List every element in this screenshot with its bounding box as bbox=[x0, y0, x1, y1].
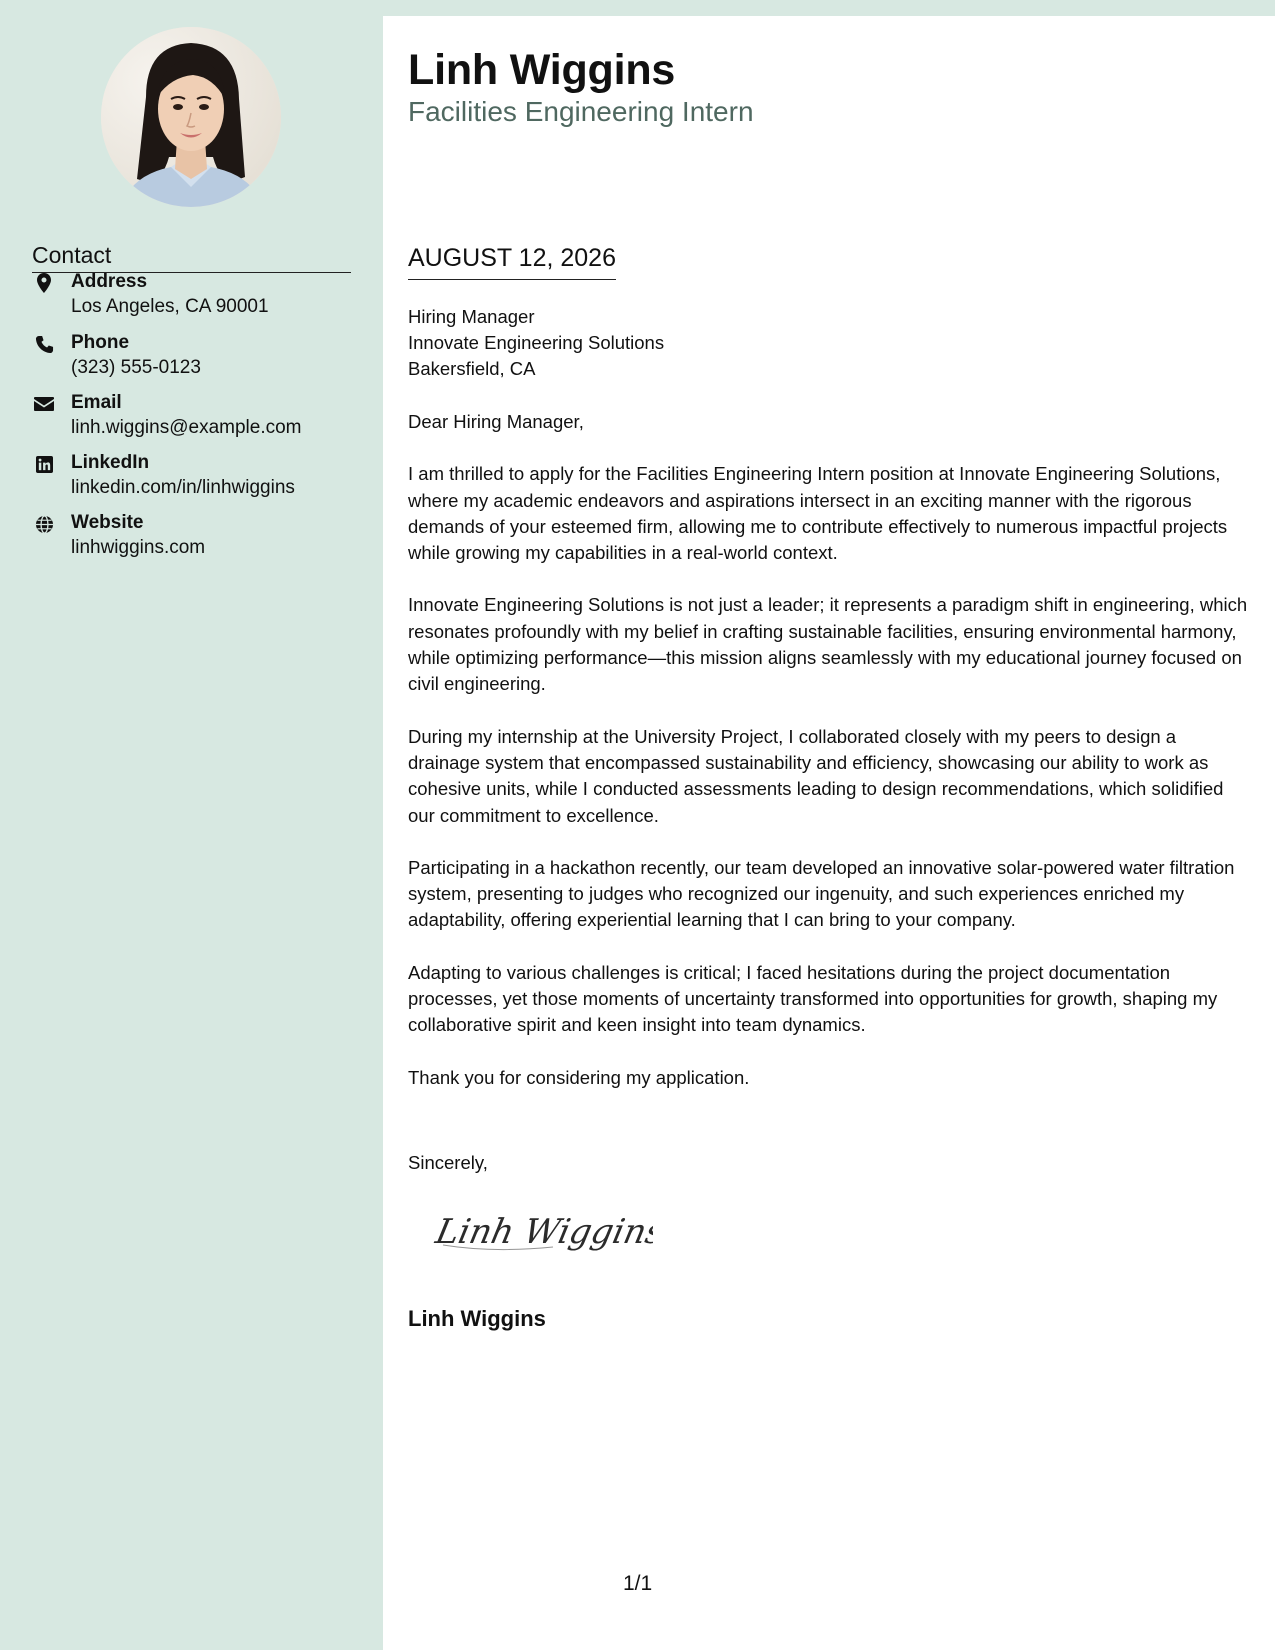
contact-section-title: Contact bbox=[32, 240, 351, 273]
contact-label: LinkedIn bbox=[71, 452, 150, 473]
recipient-block bbox=[408, 304, 664, 382]
handwritten-signature bbox=[433, 1201, 653, 1261]
letter-date: AUGUST 12, 2026 bbox=[408, 242, 616, 280]
phone-icon bbox=[32, 333, 56, 355]
body-paragraph: Thank you for considering my application. bbox=[408, 1066, 750, 1088]
website-value: linhwiggins.com bbox=[71, 537, 206, 558]
address-value: Los Angeles, CA 90001 bbox=[71, 296, 269, 317]
contact-label: Address bbox=[71, 271, 148, 292]
body-paragraph: Adapting to various challenges is critical; I faced hesitations during the project documentation processes, yet those moments of uncertainty transformed into opportunities for growth, shaping my collaborative spirit and keen insight into team dynamics. bbox=[408, 961, 1218, 1036]
body-paragraph: Innovate Engineering Solutions is not just a leader; it represents a paradigm shift in engineering, which resonates profoundly with my belief in crafting sustainable facilities, ensuring environmental harmony, while optimizing performance—this mission aligns seamlessly with my educational journey focused on civil engineering. bbox=[408, 594, 1248, 695]
globe-icon bbox=[32, 513, 56, 535]
linkedin-icon bbox=[32, 453, 56, 475]
sidebar bbox=[0, 0, 383, 1650]
svg-text:Linh Wiggins: Linh Wiggins bbox=[433, 1212, 653, 1252]
body-paragraph: I am thrilled to apply for the Facilities Engineering Intern position at Innovate Engineering Solutions, where my academic endeavors and aspirations intersect in an exciting manner with the rigorous demands of your esteemed firm, allowing me to contribute effectively to numerous impactful projects while growing my capabilities in a real-world context. bbox=[408, 463, 1228, 564]
recipient-line: Innovate Engineering Solutions bbox=[408, 332, 665, 353]
envelope-icon bbox=[32, 393, 56, 415]
map-pin-icon bbox=[32, 272, 56, 294]
signed-name: Linh Wiggins bbox=[408, 1306, 546, 1331]
salutation: Dear Hiring Manager, bbox=[408, 411, 584, 432]
avatar bbox=[101, 27, 281, 207]
contact-label: Email bbox=[71, 392, 122, 413]
page-number: 1/1 bbox=[623, 1572, 653, 1595]
body-paragraph: During my internship at the University Project, I collaborated closely with my peers to design a drainage system that encompassed sustainability and efficiency, showcasing our ability to work as cohesive units, while I conducted assessments leading to design recommendations, which solidified our commitment to excellence. bbox=[408, 725, 1224, 826]
contact-label: Phone bbox=[71, 332, 130, 353]
letter-body bbox=[408, 409, 1248, 1117]
contact-label: Website bbox=[71, 512, 144, 533]
recipient-line: Bakersfield, CA bbox=[408, 358, 536, 379]
applicant-role: Facilities Engineering Intern bbox=[408, 96, 754, 127]
body-paragraph: Participating in a hackathon recently, our team developed an innovative solar-powered water filtration system, presenting to judges who recognized our ingenuity, and such experiences enriched my adaptability, offering experiential learning that I can bring to your company. bbox=[408, 856, 1235, 931]
profile-photo bbox=[101, 27, 281, 207]
phone-value: (323) 555-0123 bbox=[71, 357, 201, 378]
recipient-line: Hiring Manager bbox=[408, 306, 535, 327]
closing: Sincerely, bbox=[408, 1152, 488, 1173]
letter-main bbox=[383, 16, 1275, 1650]
linkedin-value: linkedin.com/in/linhwiggins bbox=[71, 477, 295, 498]
email-value: linh.wiggins@example.com bbox=[71, 417, 302, 438]
applicant-name: Linh Wiggins bbox=[408, 46, 676, 94]
